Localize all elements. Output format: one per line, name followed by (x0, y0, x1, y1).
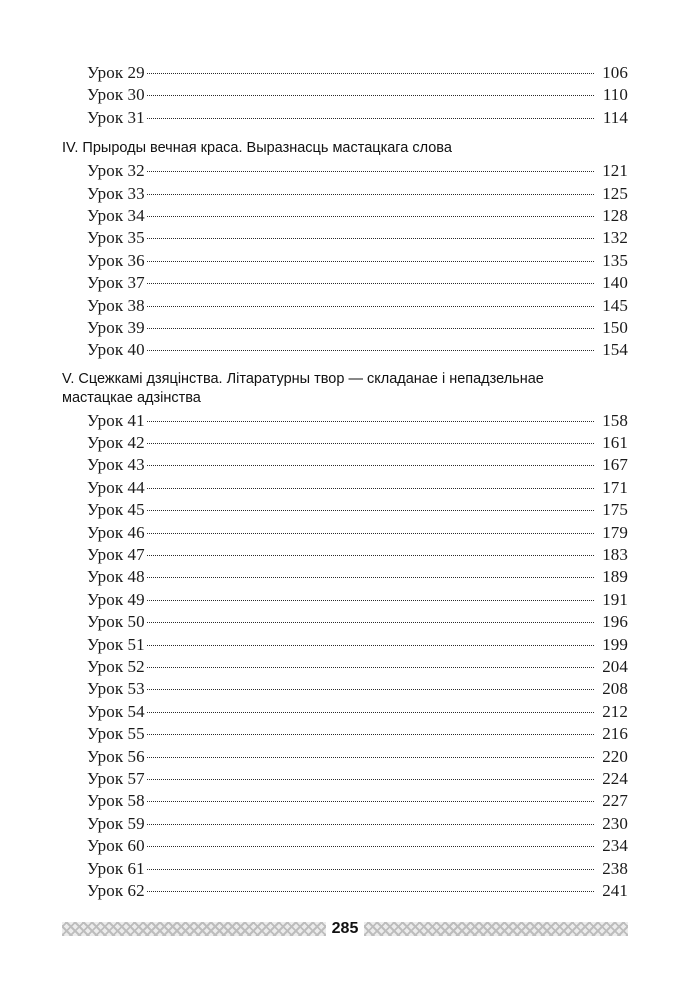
dot-leader (147, 757, 594, 758)
toc-entry-label: Урок 42 (87, 433, 145, 453)
toc-entry (62, 746, 628, 768)
table-of-contents (62, 62, 628, 902)
dot-leader (147, 261, 594, 262)
dot-leader (147, 443, 594, 444)
toc-entry-page: 140 (602, 273, 628, 293)
toc-entry-page: 191 (602, 589, 628, 609)
toc-entry (62, 589, 628, 611)
toc-entry-page: 224 (602, 768, 628, 788)
toc-entry-page: 208 (602, 679, 628, 699)
dot-leader (147, 667, 594, 668)
dot-leader (147, 510, 594, 511)
toc-entry (62, 611, 628, 633)
toc-entry (62, 183, 628, 205)
dot-leader (147, 194, 594, 195)
dot-leader (147, 869, 594, 870)
dot-leader (147, 283, 594, 284)
toc-entry-page: 145 (602, 295, 628, 315)
toc-entry-label: Урок 49 (87, 589, 145, 609)
toc-entry-page: 158 (602, 410, 628, 430)
toc-entry-page: 234 (602, 836, 628, 856)
toc-entry-page: 227 (602, 791, 628, 811)
toc-entry-label: Урок 59 (87, 813, 145, 833)
dot-leader (147, 801, 594, 802)
toc-section (62, 139, 628, 362)
toc-entry (62, 477, 628, 499)
toc-entry (62, 62, 628, 84)
dot-leader (147, 824, 594, 825)
toc-entry (62, 410, 628, 432)
dot-leader (147, 891, 594, 892)
toc-entry-label: Урок 37 (87, 273, 145, 293)
dot-leader (147, 238, 594, 239)
toc-entry-page: 220 (602, 746, 628, 766)
toc-entry (62, 272, 628, 294)
toc-section (62, 62, 628, 129)
toc-entry-page: 238 (602, 858, 628, 878)
toc-entry-page: 110 (602, 85, 628, 105)
toc-entry-label: Урок 33 (87, 183, 145, 203)
toc-entry-label: Урок 47 (87, 545, 145, 565)
toc-entry-page: 196 (602, 612, 628, 632)
dot-leader (147, 533, 594, 534)
toc-entry-page: 175 (602, 500, 628, 520)
toc-entry (62, 858, 628, 880)
toc-entry-page: 230 (602, 813, 628, 833)
toc-entry (62, 107, 628, 129)
toc-entry-label: Урок 57 (87, 768, 145, 788)
toc-entry (62, 656, 628, 678)
dot-leader (147, 734, 594, 735)
toc-entry (62, 880, 628, 902)
toc-entry-label: Урок 52 (87, 656, 145, 676)
toc-entry-page: 171 (602, 477, 628, 497)
toc-entry (62, 250, 628, 272)
dot-leader (147, 488, 594, 489)
toc-entry-label: Урок 41 (87, 410, 145, 430)
toc-entry-label: Урок 34 (87, 205, 145, 225)
toc-entry-label: Урок 29 (87, 63, 145, 82)
toc-entry-label: Урок 40 (87, 340, 145, 360)
dot-leader (147, 216, 594, 217)
dot-leader (147, 689, 594, 690)
toc-entry-page: 154 (602, 340, 628, 360)
toc-entry-label: Урок 46 (87, 522, 145, 542)
toc-entry (62, 544, 628, 566)
toc-entry-page: 241 (602, 880, 628, 900)
toc-entry (62, 790, 628, 812)
page-footer (62, 918, 628, 940)
dot-leader (147, 118, 594, 119)
toc-entry-label: Урок 39 (87, 317, 145, 337)
toc-entry-page: 128 (602, 205, 628, 225)
dot-leader (147, 328, 594, 329)
dot-leader (147, 465, 594, 466)
toc-entry (62, 432, 628, 454)
toc-entry-label: Урок 50 (87, 612, 145, 632)
toc-entry-label: Урок 60 (87, 836, 145, 856)
toc-entry-page: 106 (602, 63, 628, 82)
dot-leader (147, 645, 594, 646)
toc-entry-label: Урок 30 (87, 85, 145, 105)
dot-leader (147, 555, 594, 556)
toc-entry-page: 212 (602, 701, 628, 721)
toc-section (62, 370, 628, 903)
toc-entry-page: 161 (602, 433, 628, 453)
toc-entry-page: 132 (602, 228, 628, 248)
section-heading: V. Сцежкамі дзяцінства. Літаратурны твор — складанае і непадзельнае мастацкае адзінства (62, 370, 544, 406)
dot-leader (147, 350, 594, 351)
toc-entry-page: 150 (602, 317, 628, 337)
toc-entry-label: Урок 54 (87, 701, 145, 721)
toc-entry-label: Урок 51 (87, 634, 145, 654)
toc-entry-label: Урок 31 (87, 107, 145, 127)
toc-entry-page: 135 (602, 250, 628, 270)
toc-entry (62, 499, 628, 521)
dot-leader (147, 712, 594, 713)
toc-entry-label: Урок 56 (87, 746, 145, 766)
toc-entry-label: Урок 62 (87, 880, 145, 900)
section-heading: IV. Прыроды вечная краса. Выразнасць мастацкага слова (62, 140, 452, 157)
toc-entry-label: Урок 38 (87, 295, 145, 315)
dot-leader (147, 95, 594, 96)
toc-entry-label: Урок 32 (87, 161, 145, 181)
toc-entry-label: Урок 35 (87, 228, 145, 248)
dot-leader (147, 779, 594, 780)
toc-entry-page: 204 (602, 656, 628, 676)
toc-entry (62, 205, 628, 227)
toc-entry (62, 678, 628, 700)
dot-leader (147, 421, 594, 422)
toc-entry (62, 634, 628, 656)
dot-leader (147, 846, 594, 847)
toc-entry-label: Урок 53 (87, 679, 145, 699)
toc-entry (62, 813, 628, 835)
dot-leader (147, 600, 594, 601)
toc-entry-page: 125 (602, 183, 628, 203)
toc-entry-label: Урок 55 (87, 724, 145, 744)
dot-leader (147, 171, 594, 172)
toc-entry (62, 339, 628, 361)
toc-entry (62, 723, 628, 745)
toc-entry (62, 295, 628, 317)
ornament-band-right (364, 922, 628, 936)
toc-entry-page: 114 (602, 107, 628, 127)
toc-entry (62, 522, 628, 544)
page-number: 285 (331, 920, 359, 937)
toc-entry-label: Урок 61 (87, 858, 145, 878)
toc-entry (62, 454, 628, 476)
toc-entry-label: Урок 44 (87, 477, 145, 497)
toc-entry-label: Урок 36 (87, 250, 145, 270)
toc-entry (62, 160, 628, 182)
toc-entry-label: Урок 43 (87, 455, 145, 475)
toc-entry (62, 84, 628, 106)
toc-entry (62, 566, 628, 588)
toc-entry-page: 179 (602, 522, 628, 542)
ornament-band-left (62, 922, 326, 936)
toc-entry-page: 216 (602, 724, 628, 744)
dot-leader (147, 73, 594, 74)
toc-entry-page: 121 (602, 161, 628, 181)
dot-leader (147, 577, 594, 578)
toc-entry (62, 227, 628, 249)
dot-leader (147, 306, 594, 307)
toc-entry-page: 189 (602, 567, 628, 587)
toc-entry-page: 199 (602, 634, 628, 654)
toc-entry-label: Урок 45 (87, 500, 145, 520)
toc-entry (62, 701, 628, 723)
toc-entry (62, 317, 628, 339)
toc-entry-label: Урок 48 (87, 567, 145, 587)
toc-entry (62, 835, 628, 857)
toc-entry-label: Урок 58 (87, 791, 145, 811)
dot-leader (147, 622, 594, 623)
toc-entry-page: 183 (602, 545, 628, 565)
toc-entry-page: 167 (602, 455, 628, 475)
toc-entry (62, 768, 628, 790)
